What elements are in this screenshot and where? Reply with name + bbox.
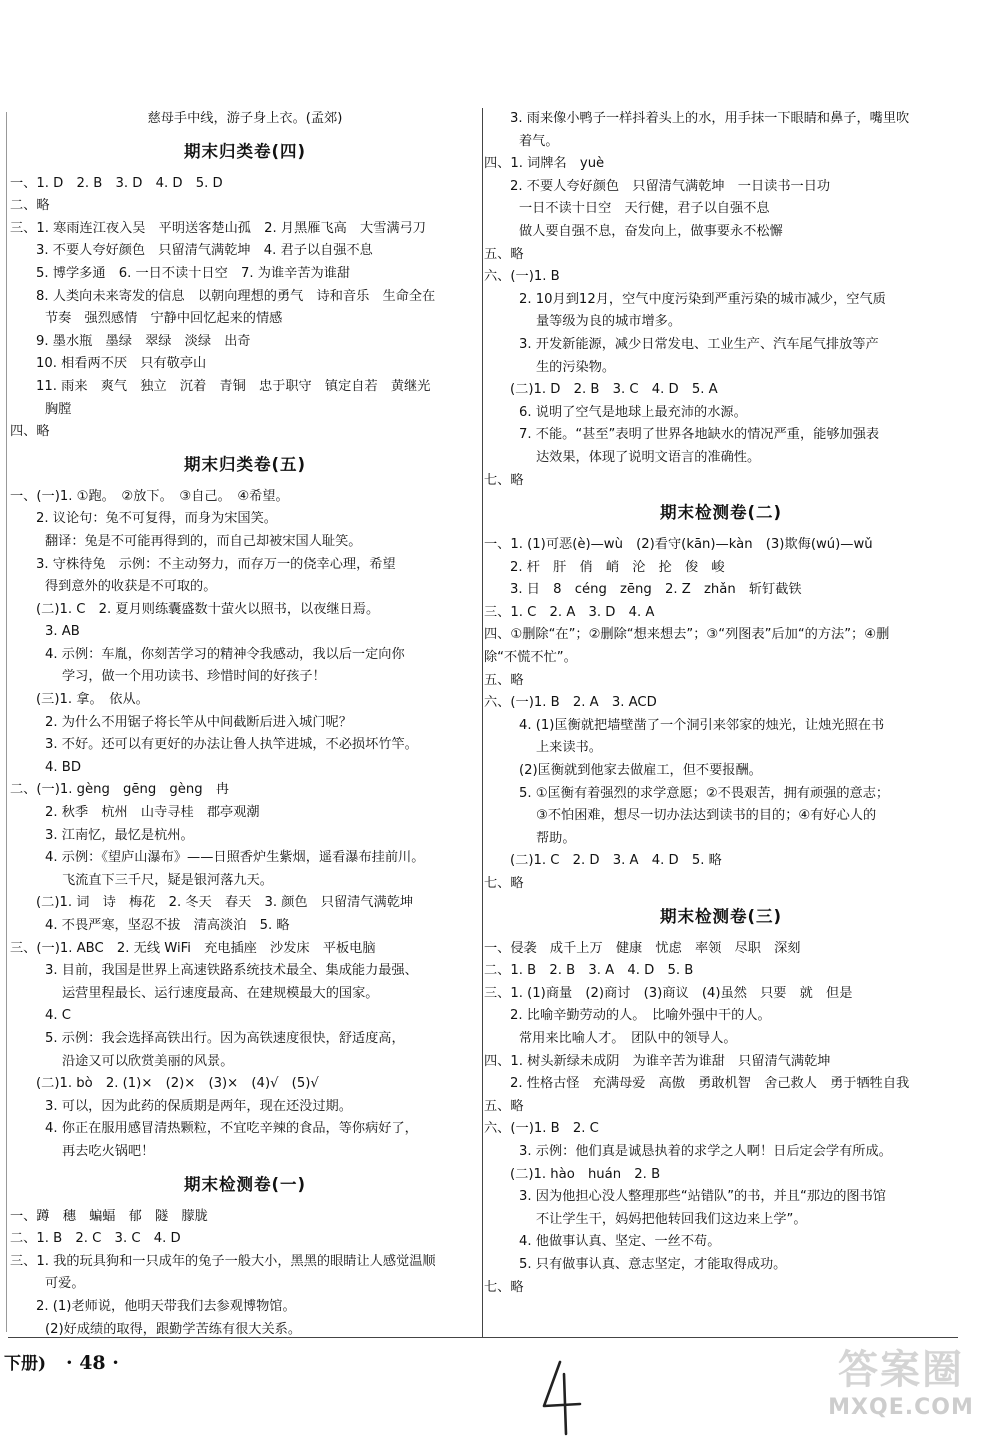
answer-line: 七、略 [484,472,524,488]
answer-line: 二、1. B 2. C 3. C 4. D [10,1231,181,1247]
answer-line: 3. 守株待兔 示例：不主动努力，而存万一的侥幸心理，希望 [36,556,396,572]
answer-line: 3. 不要人夸好颜色 只留清气满乾坤 4. 君子以自强不息 [36,243,373,259]
page-number: · 48 · [65,1352,119,1374]
answer-line: 五、略 [484,672,524,688]
watermark-bottom-text: MXQE.COM [828,1395,974,1420]
answer-line: 四、①删除“在”；②删除“想来想去”；③“列图表”后加“的方法”；④删 [484,627,890,643]
answer-line: 着气。 [519,133,559,149]
answer-line: 四、1. 词牌名 yuè [484,156,605,172]
answer-line: 5. ①匡衡有着强烈的求学意愿；②不畏艰苦，拥有顽强的意志； [519,785,890,801]
answer-line: 4. 不畏严寒，坚忍不拔 清高淡泊 5. 略 [45,918,290,933]
answer-line: 五、略 [484,1098,524,1114]
answer-line: (二)1. C 2. D 3. A 4. D 5. 略 [510,853,722,869]
answer-line: 五、略 [484,246,524,262]
answer-line: 3. 江南忆，最忆是杭州。 [45,827,194,843]
page-footer [0,1348,119,1378]
answer-line: 七、略 [484,1279,524,1295]
answer-line: 2. 不要人夸好颜色 只留清气满乾坤 一日读书一日功 [510,178,831,194]
answer-line: 量等级为良的城市增多。 [536,314,682,330]
section-title: 期末检测卷(二) [659,503,783,523]
answer-line: 2. 性格古怪 充满母爱 高傲 勇敢机智 舍己救人 勇于牺牲自我 [510,1076,910,1092]
answer-line: 三、1. 寒雨连江夜入吴 平明送客楚山孤 2. 月黑雁飞高 大雪满弓刀 [10,220,426,236]
answer-line: 4. C [45,1008,71,1024]
answer-line: 一、1. D 2. B 3. D 4. D 5. D [10,175,223,191]
answer-line: 不让学生干，妈妈把他转回我们这边来上学”。 [536,1211,807,1227]
answer-line: 上来读书。 [536,740,602,756]
answer-line: 可爱。 [45,1276,85,1292]
section-title: 期末归类卷(四) [183,141,307,161]
answer-line: 9. 墨水瓶 墨绿 翠绿 淡绿 出奇 [36,333,251,349]
answer-line: 2. 10月到12月，空气中度污染到严重污染的城市减少，空气质 [519,291,886,307]
answer-line: 2. 比喻辛勤劳动的人。 比喻外强中干的人。 [510,1008,771,1024]
answer-line: 除“不慌不忙”。 [484,650,577,666]
volume-label: 下册) [4,1354,47,1374]
answer-line: 三、1. C 2. A 3. D 4. A [484,604,655,620]
answer-line: 5. 示例：我会选择高铁出行。因为高铁速度很快，舒适度高， [45,1030,405,1046]
answer-line: 4. BD [45,759,81,775]
answer-line: 一、侵袭 成千上万 健康 忧虑 率领 尽职 深刻 [484,940,801,956]
answer-line: (二)1. D 2. B 3. C 4. D 5. A [510,382,718,398]
answer-line: 四、略 [10,424,50,440]
answer-line: 3. 可以，因为此药的保质期是两年，现在还没过期。 [45,1098,352,1114]
answer-line: 达效果，体现了说明文语言的准确性。 [536,449,761,465]
answer-line: 运营里程最长、运行速度最高、在建规模最大的国家。 [62,985,379,1001]
answer-line: 三、1. 我的玩具狗和一只成年的兔子一般大小，黑黑的眼睛让人感觉温顺 [10,1253,436,1269]
answer-line: 4. 示例：车胤，你刻苦学习的精神令我感动，我以后一定向你 [45,646,405,662]
answer-line: 11. 雨来 爽气 独立 沉着 青铜 忠于职守 镇定自若 黄继光 [36,378,431,394]
left-margin-rule [6,112,7,1332]
answer-line: 六、(一)1. B 2. C [484,1121,599,1137]
answer-line: (2)匡衡就到他家去做雇工，但不要报酬。 [519,763,762,779]
answer-line: 4. 他做事认真、坚定、一丝不苟。 [519,1234,721,1250]
answer-line: 一、1. (1)可恶(è)—wù (2)看守(kān)—kàn (3)欺侮(wú)—wǔ [484,537,873,553]
column-divider [482,108,483,1338]
answer-line: 慈母手中线，游子身上衣。(孟郊) [147,111,343,126]
watermark-top-text: 答案圈 [838,1347,964,1393]
left-column [10,108,480,1341]
answer-line: 六、(一)1. B 2. A 3. ACD [484,695,657,711]
answer-line: 10. 相看两不厌 只有敬亭山 [36,356,207,372]
answer-line: 5. 只有做事认真、意志坚定，才能取得成功。 [519,1256,787,1272]
answer-line: 四、1. 树头新绿未成阴 为谁辛苦为谁甜 只留清气满乾坤 [484,1053,831,1069]
answer-line: 做人要自强不息，奋发向上，做事要永不松懈 [519,223,783,239]
answer-line: (二)1. hào huán 2. B [510,1166,661,1182]
answer-line: 胸膛 [45,401,72,417]
answer-line: 常用来比喻人才。 团队中的领导人。 [519,1030,737,1046]
answer-line: 2. 杆 肝 俏 峭 沦 抡 俊 峻 [510,559,725,575]
watermark-logo [806,1346,996,1438]
answer-line: 二、略 [10,198,50,214]
answer-line: 三、(一)1. ABC 2. 无线 WiFi 充电插座 沙发床 平板电脑 [10,940,376,956]
answer-line: 帮助。 [536,830,576,846]
answer-line: 得到意外的收获是不可取的。 [45,579,217,595]
answer-line: 3. 目前，我国是世界上高速铁路系统技术最全、集成能力最强、 [45,963,418,979]
answer-line: (二)1. C 2. 夏月则练囊盛数十萤火以照书，以夜继日焉。 [36,601,380,617]
section-title: 期末检测卷(一) [183,1174,307,1194]
answer-line: (2)好成绩的取得，跟勤学苦练有很大关系。 [45,1321,302,1337]
answer-line: 8. 人类向未来寄发的信息 以朝向理想的勇气 诗和音乐 生命全在 [36,288,436,304]
answer-line: (二)1. 词 诗 梅花 2. 冬天 春天 3. 颜色 只留清气满乾坤 [36,895,414,911]
answer-line: 七、略 [484,876,524,891]
answer-line: 学习，做一个用功读书、珍惜时间的好孩子！ [62,669,326,685]
answer-line: 2. 为什么不用锯子将长竿从中间截断后进入城门呢？ [45,714,352,730]
answer-line: 3. 日 8 céng zēng 2. Z zhǎn 斩钉截铁 [510,582,802,598]
answer-line: 节奏 强烈感情 宁静中回忆起来的情感 [45,311,283,327]
right-column [484,108,958,1299]
answer-line: 再去吃火锅吧！ [62,1143,155,1159]
answer-line: 3. AB [45,624,80,640]
answer-line: 二、(一)1. gèng gēng gèng 冉 [10,782,230,798]
answer-line: 三、1. (1)商量 (2)商讨 (3)商议 (4)虽然 只要 就 但是 [484,985,853,1001]
section-title: 期末检测卷(三) [659,906,783,926]
answer-line: 六、(一)1. B [484,269,560,285]
answer-line: 3. 开发新能源，减少日常发电、工业生产、汽车尾气排放等产 [519,336,879,352]
answer-line: 2. 秋季 杭州 山寺寻桂 郡亭观潮 [45,805,260,821]
answer-line: 飞流直下三千尺，疑是银河落九天。 [62,872,273,888]
answer-line: 6. 说明了空气是地球上最充沛的水源。 [519,404,747,420]
answer-line: 翻译：兔是不可能再得到的，而自己却被宋国人耻笑。 [45,533,362,549]
answer-line: 3. 示例：他们真是诚恳执着的求学之人啊！日后定会学有所成。 [519,1143,892,1159]
answer-line: (三)1. 拿。 依从。 [36,692,149,708]
answer-line: 2. 议论句：兔不可复得，而身为宋国笑。 [36,511,277,527]
answer-line: 7. 不能。“甚至”表明了世界各地缺水的情况严重，能够加强表 [519,427,880,443]
answer-line: 3. 因为他担心没人整理那些“站错队”的书，并且“那边的图书馆 [519,1189,886,1205]
answer-line: 4. 你正在服用感冒清热颗粒，不宜吃辛辣的食品，等你病好了， [45,1121,418,1137]
answer-line: 2. (1)老师说，他明天带我们去参观博物馆。 [36,1298,296,1314]
answer-line: 一、蹲 穗 蝙蝠 郁 隧 朦胧 [10,1208,208,1224]
answer-line: 沿途又可以欣赏美丽的风景。 [62,1053,234,1069]
section-title: 期末归类卷(五) [183,454,307,474]
handwritten-four-mark [530,1356,590,1436]
answer-line: (二)1. bò 2. (1)× (2)× (3)× (4)√ (5)√ [36,1076,319,1092]
answer-line: 二、1. B 2. B 3. A 4. D 5. B [484,963,694,979]
answer-line: 一日不读十日空 天行健，君子以自强不息 [519,201,770,217]
answer-line: 4. (1)匡衡就把墙壁凿了一个洞引来邻家的烛光，让烛光照在书 [519,717,885,733]
answer-line: 生的污染物。 [536,359,616,375]
answer-line: 一、(一)1. ①跑。 ②放下。 ③自己。 ④希望。 [10,488,289,504]
answer-line: ③不怕困难，想尽一切办法达到读书的目的；④有好心人的 [536,808,877,824]
answer-line: 3. 不好。还可以有更好的办法让鲁人执竿进城，不必损坏竹竿。 [45,737,418,753]
answer-line: 3. 雨来像小鸭子一样抖着头上的水，用手抹一下眼睛和鼻子，嘴里吹 [510,111,910,126]
answer-line: 4. 示例：《望庐山瀑布》——日照香炉生紫烟，遥看瀑布挂前川。 [45,850,425,866]
answer-line: 5. 博学多通 6. 一日不读十日空 7. 为谁辛苦为谁甜 [36,265,351,281]
